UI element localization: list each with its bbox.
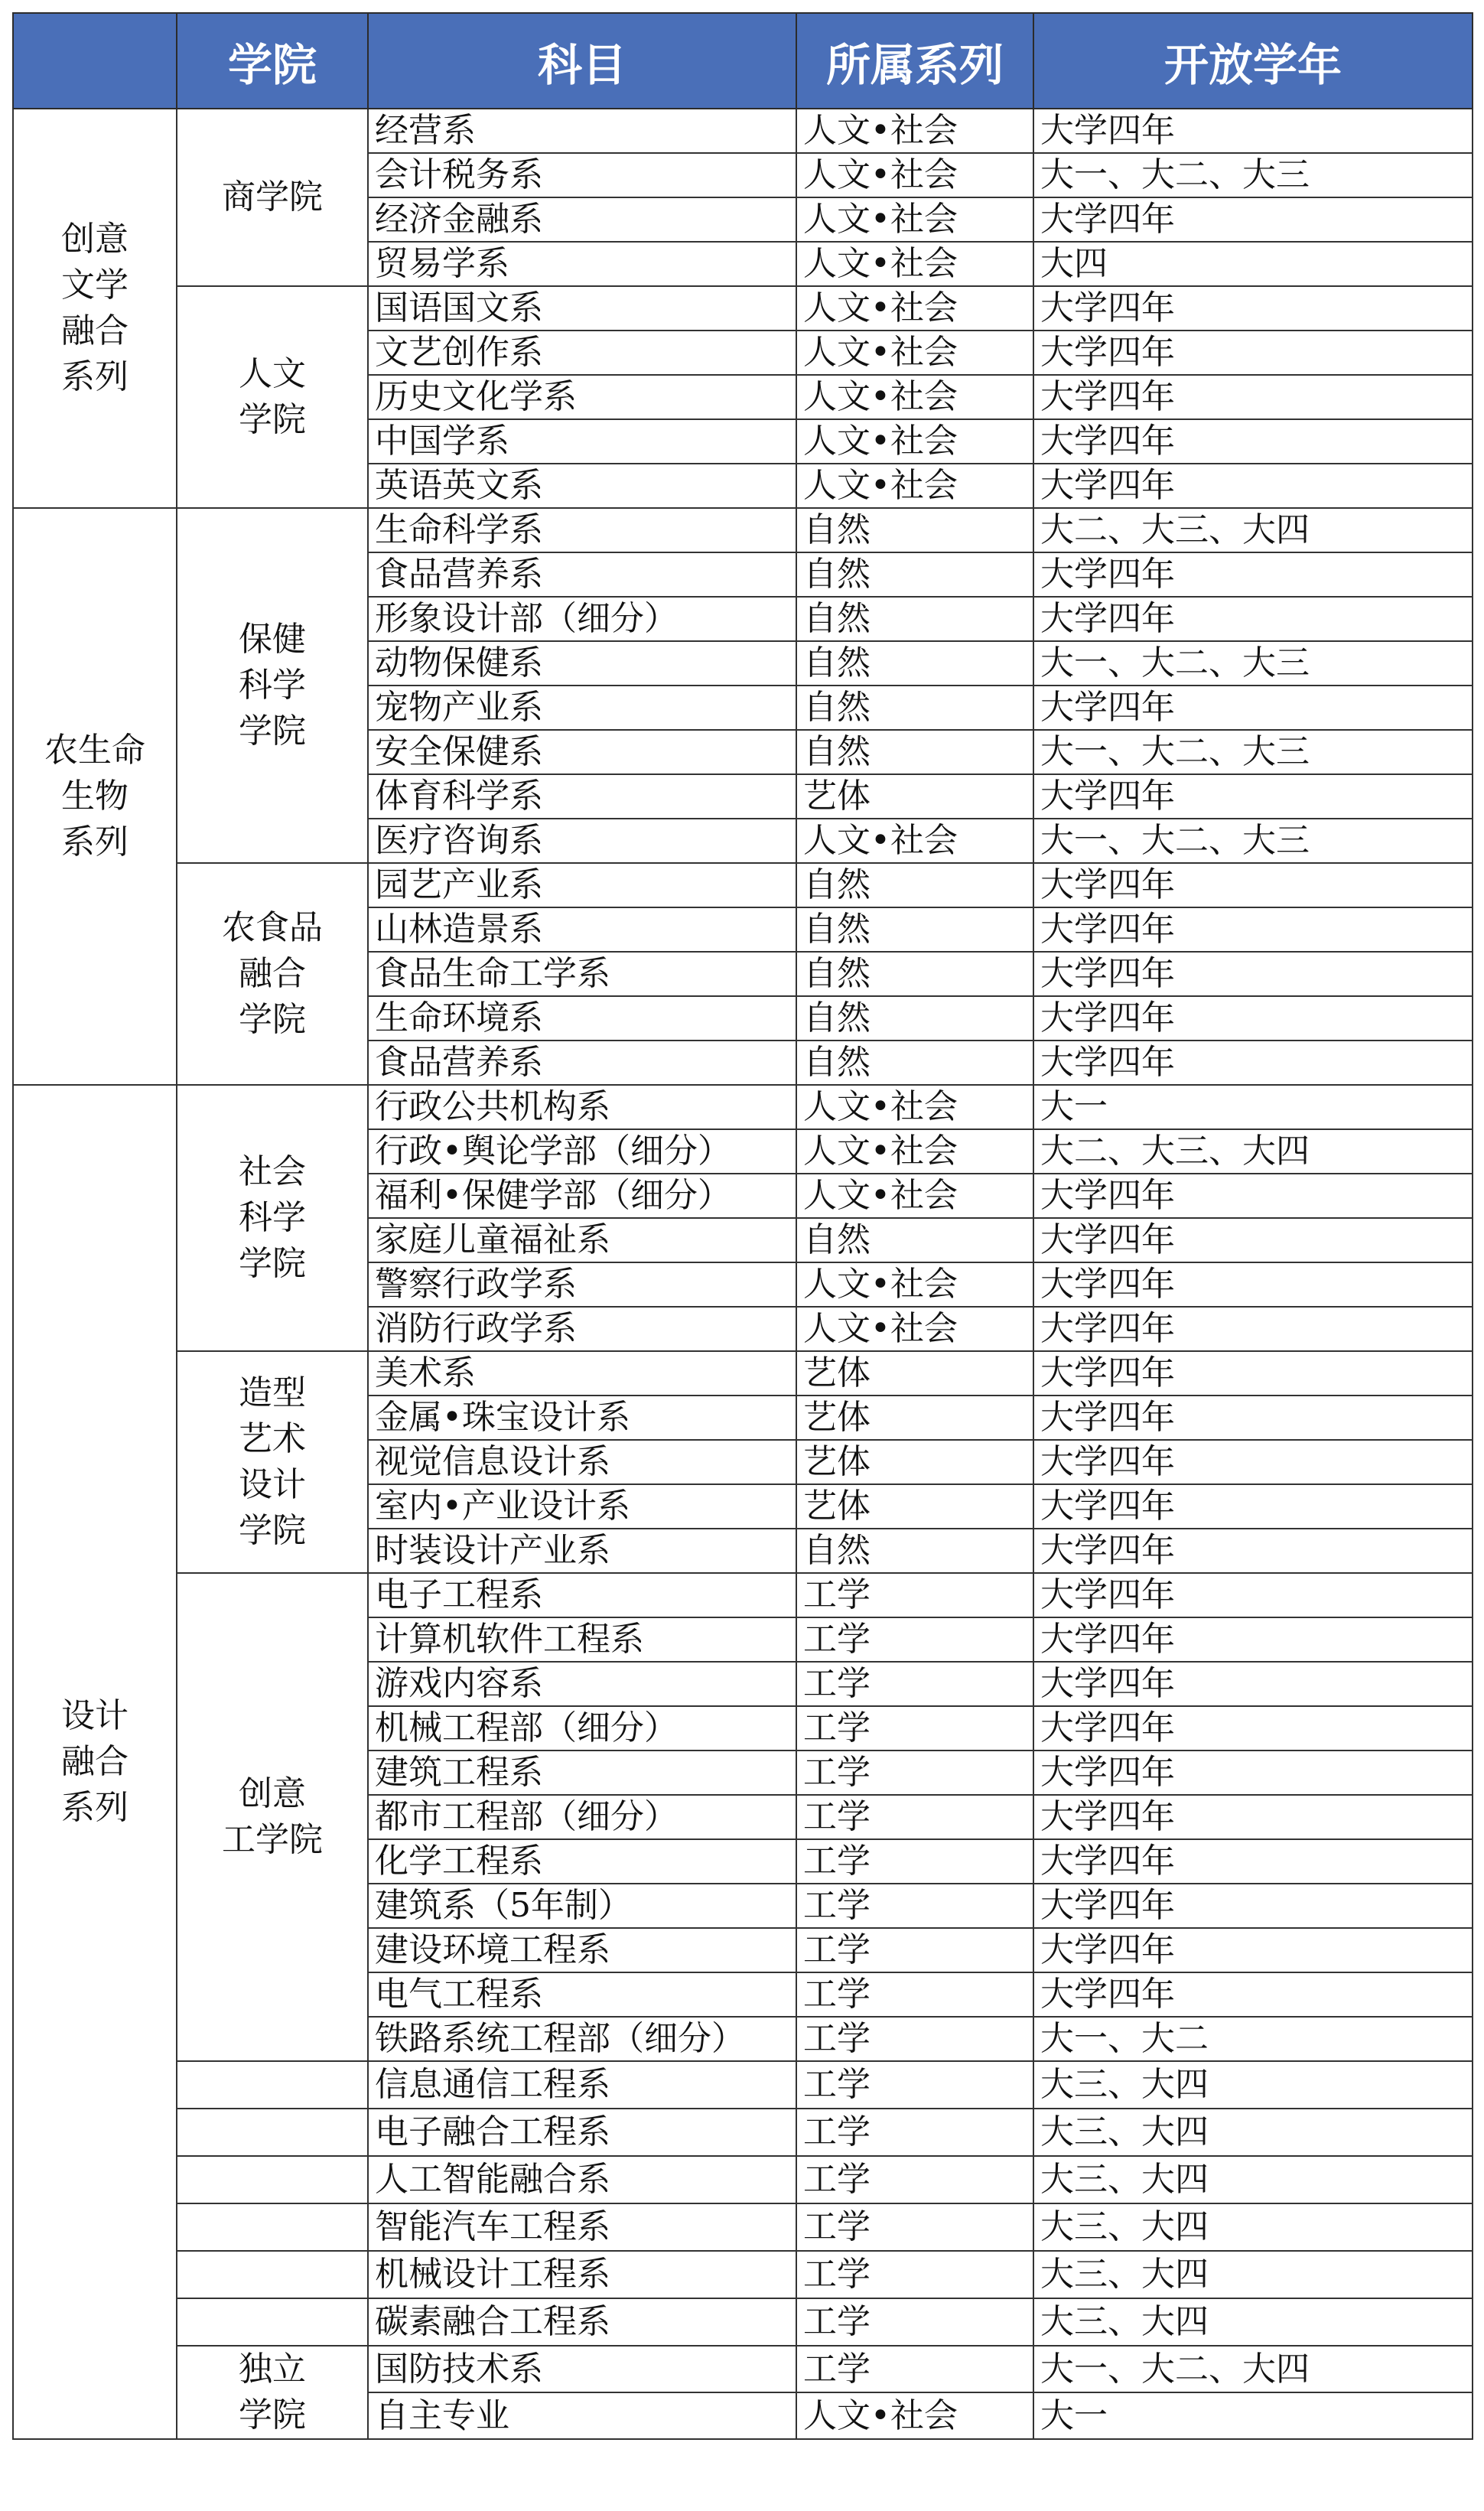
years-cell: 大学四年 [1033,597,1473,641]
years-cell: 大学四年 [1033,1307,1473,1351]
header-subject: 科目 [368,13,796,109]
field-cell: 工学 [796,2156,1033,2203]
field-cell: 工学 [796,1884,1033,1928]
years-cell: 大学四年 [1033,1174,1473,1218]
subject-cell: 人工智能融合系 [368,2156,796,2203]
field-cell: 工学 [796,2346,1033,2392]
field-cell: 自然 [796,1041,1033,1085]
table-row [13,1085,1473,1129]
subject-cell: 生命环境系 [368,996,796,1041]
field-cell: 人文•社会 [796,464,1033,508]
college-cell [177,109,368,286]
field-cell: 艺体 [796,1484,1033,1529]
years-cell: 大三、大四 [1033,2156,1473,2203]
years-cell: 大四 [1033,242,1473,286]
subject-cell: 警察行政学系 [368,1262,796,1307]
years-cell: 大学四年 [1033,1972,1473,2017]
college-label: 保健 科学 学院 [239,620,306,751]
college-cell [177,2346,368,2439]
subject-cell: 视觉信息设计系 [368,1440,796,1484]
college-cell [177,286,368,508]
subject-cell: 经营系 [368,109,796,153]
college-cell [177,2251,368,2298]
field-cell: 人文•社会 [796,375,1033,419]
subject-cell: 英语英文系 [368,464,796,508]
field-cell: 工学 [796,1751,1033,1795]
series-label: 农生命 生物 系列 [44,731,145,861]
table-row [13,1573,1473,1617]
college-label: 造型 艺术 设计 学院 [239,1373,306,1550]
subject-cell: 动物保健系 [368,641,796,686]
years-cell: 大学四年 [1033,1484,1473,1529]
field-cell: 工学 [796,1617,1033,1662]
subject-cell: 计算机软件工程系 [368,1617,796,1662]
college-cell [177,1351,368,1573]
subject-cell: 食品生命工学系 [368,952,796,996]
field-cell: 人文•社会 [796,1085,1033,1129]
years-cell: 大学四年 [1033,419,1473,464]
field-cell: 工学 [796,2017,1033,2061]
field-cell: 自然 [796,686,1033,730]
subject-cell: 化学工程系 [368,1839,796,1884]
years-cell: 大学四年 [1033,1928,1473,1972]
subject-cell: 生命科学系 [368,508,796,552]
years-cell: 大学四年 [1033,1529,1473,1573]
field-cell: 艺体 [796,1396,1033,1440]
years-cell: 大学四年 [1033,1218,1473,1262]
subject-cell: 消防行政学系 [368,1307,796,1351]
table-row [13,109,1473,153]
subject-cell: 电子工程系 [368,1573,796,1617]
field-cell: 自然 [796,597,1033,641]
college-cell [177,863,368,1085]
subject-cell: 山林造景系 [368,907,796,952]
college-cell [177,2298,368,2346]
field-cell: 自然 [796,863,1033,907]
subject-cell: 中国学系 [368,419,796,464]
college-cell [177,2109,368,2156]
field-cell: 工学 [796,1706,1033,1751]
years-cell: 大一、大二、大三 [1033,641,1473,686]
subject-cell: 福利•保健学部（细分） [368,1174,796,1218]
series-label: 创意 文学 融合 系列 [61,220,129,396]
field-cell: 人文•社会 [796,419,1033,464]
subject-cell: 游戏内容系 [368,1662,796,1706]
subject-cell: 美术系 [368,1351,796,1396]
subject-cell: 贸易学系 [368,242,796,286]
table-row [13,2251,1473,2298]
college-cell [177,1085,368,1351]
field-cell: 自然 [796,508,1033,552]
subject-cell: 建筑系（5年制） [368,1884,796,1928]
college-cell [177,2061,368,2109]
years-cell: 大学四年 [1033,1839,1473,1884]
years-cell: 大一、大二、大四 [1033,2346,1473,2392]
table-row [13,1351,1473,1396]
years-cell: 大三、大四 [1033,2061,1473,2109]
subject-cell: 智能汽车工程系 [368,2203,796,2251]
field-cell: 艺体 [796,774,1033,819]
years-cell: 大学四年 [1033,1617,1473,1662]
years-cell: 大三、大四 [1033,2251,1473,2298]
field-cell: 自然 [796,730,1033,774]
subject-cell: 都市工程部（细分） [368,1795,796,1839]
field-cell: 工学 [796,1928,1033,1972]
years-cell: 大一、大二、大三 [1033,819,1473,863]
series-cell [13,508,177,1085]
years-cell: 大学四年 [1033,1751,1473,1795]
years-cell: 大学四年 [1033,1351,1473,1396]
field-cell: 工学 [796,1972,1033,2017]
years-cell: 大学四年 [1033,286,1473,331]
subject-cell: 时装设计产业系 [368,1529,796,1573]
table-row [13,863,1473,907]
subject-cell: 历史文化学系 [368,375,796,419]
table-row [13,2061,1473,2109]
years-cell: 大学四年 [1033,1262,1473,1307]
subject-cell: 铁路系统工程部（细分） [368,2017,796,2061]
subject-cell: 家庭儿童福祉系 [368,1218,796,1262]
field-cell: 工学 [796,1662,1033,1706]
years-cell: 大学四年 [1033,996,1473,1041]
field-cell: 工学 [796,2298,1033,2346]
college-label: 独立 学院 [239,2350,306,2434]
table-row [13,2109,1473,2156]
years-cell: 大学四年 [1033,464,1473,508]
subject-cell: 电子融合工程系 [368,2109,796,2156]
field-cell: 人文•社会 [796,819,1033,863]
header-college: 学院 [177,13,368,109]
majors-table [12,12,1473,2440]
years-cell: 大学四年 [1033,1706,1473,1751]
field-cell: 人文•社会 [796,1307,1033,1351]
subject-cell: 室内•产业设计系 [368,1484,796,1529]
subject-cell: 行政公共机构系 [368,1085,796,1129]
years-cell: 大学四年 [1033,552,1473,597]
field-cell: 人文•社会 [796,197,1033,242]
years-cell: 大学四年 [1033,1396,1473,1440]
years-cell: 大二、大三、大四 [1033,508,1473,552]
series-label: 设计 融合 系列 [61,1696,129,1827]
years-cell: 大三、大四 [1033,2203,1473,2251]
subject-cell: 电气工程系 [368,1972,796,2017]
field-cell: 自然 [796,907,1033,952]
subject-cell: 机械设计工程系 [368,2251,796,2298]
college-cell [177,2203,368,2251]
years-cell: 大学四年 [1033,1041,1473,1085]
subject-cell: 国防技术系 [368,2346,796,2392]
table-row [13,2298,1473,2346]
years-cell: 大学四年 [1033,1884,1473,1928]
field-cell: 人文•社会 [796,109,1033,153]
college-label: 商学院 [222,177,323,217]
field-cell: 艺体 [796,1351,1033,1396]
years-cell: 大学四年 [1033,952,1473,996]
years-cell: 大学四年 [1033,1795,1473,1839]
subject-cell: 食品营养系 [368,1041,796,1085]
field-cell: 自然 [796,996,1033,1041]
subject-cell: 文艺创作系 [368,331,796,375]
college-label: 社会 科学 学院 [239,1152,306,1283]
years-cell: 大三、大四 [1033,2298,1473,2346]
field-cell: 人文•社会 [796,1174,1033,1218]
years-cell: 大学四年 [1033,109,1473,153]
field-cell: 工学 [796,2109,1033,2156]
years-cell: 大学四年 [1033,686,1473,730]
field-cell: 人文•社会 [796,286,1033,331]
table-body [13,109,1473,2439]
years-cell: 大学四年 [1033,1440,1473,1484]
college-label: 人文 学院 [239,354,306,439]
years-cell: 大学四年 [1033,863,1473,907]
years-cell: 大三、大四 [1033,2109,1473,2156]
table-row [13,2203,1473,2251]
years-cell: 大二、大三、大四 [1033,1129,1473,1174]
subject-cell: 食品营养系 [368,552,796,597]
header-field: 所属系列 [796,13,1033,109]
subject-cell: 碳素融合工程系 [368,2298,796,2346]
years-cell: 大一、大二、大三 [1033,730,1473,774]
years-cell: 大学四年 [1033,197,1473,242]
subject-cell: 会计税务系 [368,153,796,197]
series-cell [13,1085,177,2439]
field-cell: 工学 [796,2251,1033,2298]
series-cell [13,109,177,508]
subject-cell: 国语国文系 [368,286,796,331]
field-cell: 自然 [796,1218,1033,1262]
header-years: 开放学年 [1033,13,1473,109]
field-cell: 人文•社会 [796,153,1033,197]
college-cell [177,508,368,863]
subject-cell: 形象设计部（细分） [368,597,796,641]
years-cell: 大学四年 [1033,1662,1473,1706]
college-cell [177,1573,368,2061]
subject-cell: 体育科学系 [368,774,796,819]
subject-cell: 金属•珠宝设计系 [368,1396,796,1440]
field-cell: 自然 [796,1529,1033,1573]
college-label: 创意 工学院 [222,1774,323,1859]
table-row [13,2346,1473,2392]
field-cell: 自然 [796,641,1033,686]
subject-cell: 医疗咨询系 [368,819,796,863]
subject-cell: 行政•舆论学部（细分） [368,1129,796,1174]
college-label: 农食品 融合 学院 [222,908,323,1039]
years-cell: 大一、大二、大三 [1033,153,1473,197]
field-cell: 人文•社会 [796,2392,1033,2439]
field-cell: 工学 [796,2061,1033,2109]
table-row [13,286,1473,331]
years-cell: 大一、大二 [1033,2017,1473,2061]
years-cell: 大学四年 [1033,907,1473,952]
subject-cell: 经济金融系 [368,197,796,242]
field-cell: 人文•社会 [796,1129,1033,1174]
subject-cell: 信息通信工程系 [368,2061,796,2109]
table-row [13,508,1473,552]
subject-cell: 建设环境工程系 [368,1928,796,1972]
years-cell: 大学四年 [1033,774,1473,819]
subject-cell: 安全保健系 [368,730,796,774]
years-cell: 大学四年 [1033,375,1473,419]
years-cell: 大一 [1033,2392,1473,2439]
field-cell: 工学 [796,2203,1033,2251]
field-cell: 自然 [796,552,1033,597]
field-cell: 人文•社会 [796,1262,1033,1307]
subject-cell: 自主专业 [368,2392,796,2439]
field-cell: 艺体 [796,1440,1033,1484]
subject-cell: 机械工程部（细分） [368,1706,796,1751]
table-row [13,2156,1473,2203]
subject-cell: 建筑工程系 [368,1751,796,1795]
field-cell: 人文•社会 [796,331,1033,375]
header-blank [13,13,177,109]
college-cell [177,2156,368,2203]
field-cell: 人文•社会 [796,242,1033,286]
field-cell: 工学 [796,1795,1033,1839]
years-cell: 大学四年 [1033,331,1473,375]
field-cell: 自然 [796,952,1033,996]
header-row [13,13,1473,109]
years-cell: 大一 [1033,1085,1473,1129]
subject-cell: 园艺产业系 [368,863,796,907]
field-cell: 工学 [796,1573,1033,1617]
subject-cell: 宠物产业系 [368,686,796,730]
years-cell: 大学四年 [1033,1573,1473,1617]
field-cell: 工学 [796,1839,1033,1884]
